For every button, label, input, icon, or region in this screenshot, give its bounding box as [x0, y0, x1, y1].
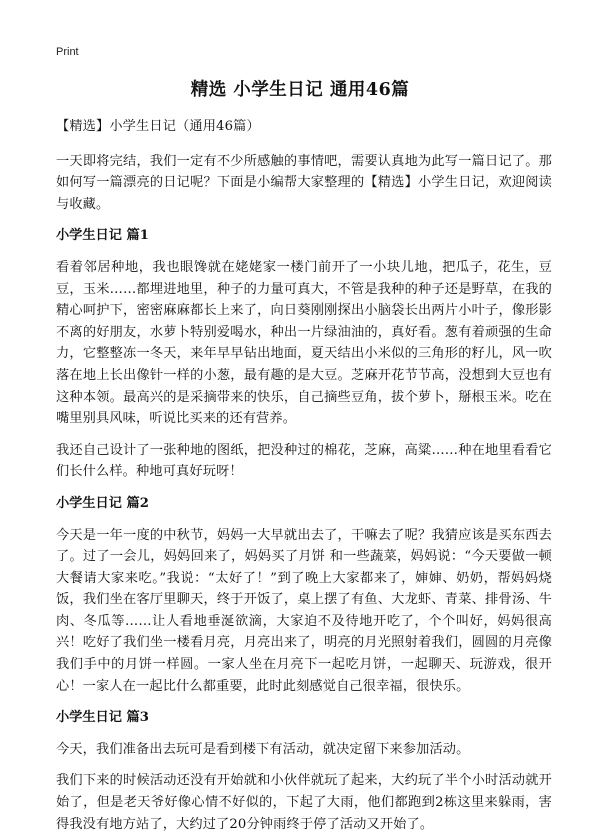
print-link[interactable]: Print: [56, 46, 79, 58]
section-heading-2: 小学生日记 篇2: [56, 495, 149, 511]
section-3-paragraph-2: 我们下来的时候活动还没有开始就和小伙伴就玩了起来，大约玩了半个小时活动就开始了，但是老天爷好像心情不好似的，下起了大雨，他们都跑到2栋这里来躲雨，害得我没有地方站了，大约过了20分钟雨终于停了活动又开始了。: [56, 773, 552, 832]
section-heading-3: 小学生日记 篇3: [56, 710, 149, 726]
page-title: 精选 小学生日记 通用46篇: [190, 80, 410, 100]
section-1-paragraph-2: 我还自己设计了一张种地的图纸，把没种过的棉花，芝麻，高粱……种在地里看看它们长什么样。种地可真好玩呀！: [56, 442, 552, 480]
intro-paragraph: 一天即将完结，我们一定有不少所感触的事情吧，需要认真地为此写一篇日记了。那如何写一篇漂亮的日记呢？下面是小编帮大家整理的【精选】小学生日记，欢迎阅读与收藏。: [56, 153, 552, 212]
subtitle-line: 【精选】小学生日记（通用46篇）: [56, 119, 260, 134]
section-heading-1: 小学生日记 篇1: [56, 228, 149, 244]
section-3-paragraph-1: 今天，我们准备出去玩可是看到楼下有活动，就决定留下来参加活动。: [56, 741, 470, 757]
section-2-paragraph-1: 今天是一年一度的中秋节，妈妈一大早就出去了，干嘛去了呢？我猜应该是买东西去了。过了一会儿，妈妈回来了，妈妈买了月饼 和一些蔬菜，妈妈说：“今天要做一顿大餐请大家来吃。”我说：“太好了！”到了晚上大家都来了，婶婶、奶奶，帮妈妈烧饭，我们坐在客厅里聊天，终于开饭了，桌上摆了有鱼、大龙虾、青菜、排骨汤、牛肉、冬瓜等……让人看地垂涎欲滴，大家迫不及待地开吃了，个个叫好，妈妈很高兴！吃好了我们坐一楼看月亮，月亮出来了，明亮的月光照射着我们，圆圆的月亮像我们手中的月饼一样圆。一家人坐在月亮下一起吃月饼，一起聊天、玩游戏，很开心！一家人在一起比什么都重要，此时此刻感觉自己很幸福，很快乐。: [56, 527, 552, 694]
document-body: [56, 116, 552, 835]
section-1-paragraph-1: 看着邻居种地，我也眼馋就在姥姥家一楼门前开了一小块儿地，把瓜子，花生，豆豆，玉米……都埋进地里，种子的力量可真大，不管是我种的种子还是野草，在我的精心呵护下，密密麻麻都长上来了，向日葵刚刚探出小脑袋长出两片小叶子，像形影不离的好朋友，水萝卜特别爱喝水，种出一片绿油油的，真好看。葱有着顽强的生命力，它整整冻一冬天，来年早早钻出地面，夏天结出小米似的三角形的籽儿，风一吹落在地上长出像针一样的小葱，最有趣的是大豆。芝麻开花节节高，没想到大豆也有这种本领。最高兴的是采摘带来的快乐，自己摘些豆角，拔个萝卜，掰根玉米。吃在嘴里别具风味，听说比买来的还有营养。: [56, 259, 552, 427]
